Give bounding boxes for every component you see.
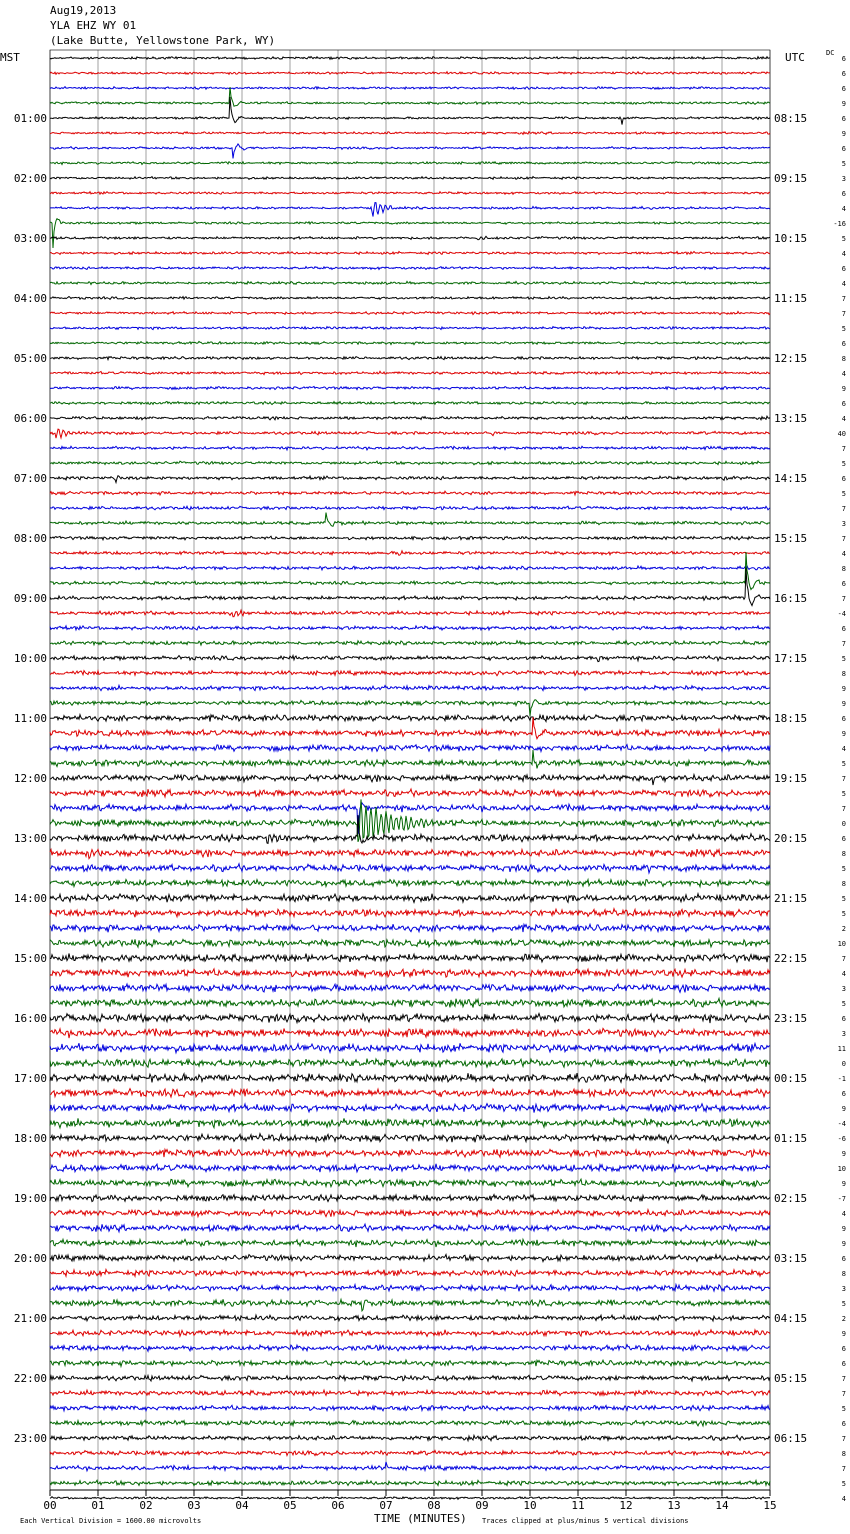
mst-hour-label: 03:00	[13, 232, 47, 245]
dc-value: 5	[841, 1405, 846, 1413]
x-tick-label: 15	[763, 1499, 777, 1512]
dc-value: 9	[841, 1105, 846, 1113]
mst-hour-label: 20:00	[13, 1252, 47, 1265]
seismic-trace	[50, 297, 770, 300]
dc-value: 7	[841, 445, 846, 453]
labels	[14, 55, 846, 1512]
dc-value: 6	[841, 1345, 846, 1353]
dc-value: 9	[841, 100, 846, 108]
plot-station: YLA EHZ WY 01	[50, 19, 137, 32]
dc-value: 8	[841, 565, 846, 573]
seismic-trace	[50, 144, 770, 159]
dc-value: 6	[841, 475, 846, 483]
utc-hour-label: 20:15	[774, 832, 808, 845]
dc-value: 10	[837, 1165, 846, 1173]
seismic-trace	[50, 864, 770, 873]
dc-value: 7	[841, 640, 846, 648]
dc-value: 7	[841, 295, 846, 303]
utc-hour-label: 10:15	[774, 232, 808, 245]
dc-value: 9	[841, 685, 846, 693]
dc-value: 7	[841, 805, 846, 813]
dc-value: 9	[841, 1180, 846, 1188]
seismic-trace	[50, 894, 770, 903]
seismic-trace	[50, 1058, 770, 1067]
dc-value: 4	[841, 280, 846, 288]
seismic-trace	[50, 969, 770, 977]
dc-value: 10	[837, 940, 846, 948]
seismic-trace	[50, 1497, 770, 1500]
seismic-trace	[50, 267, 770, 270]
dc-value: 2	[841, 1315, 846, 1323]
seismic-trace	[50, 402, 770, 405]
seismic-trace	[50, 954, 770, 963]
seismic-trace	[50, 1118, 770, 1128]
seismic-trace	[50, 1014, 770, 1024]
x-tick-label: 08	[427, 1499, 441, 1512]
seismic-trace	[50, 476, 770, 483]
dc-value: -4	[837, 1120, 846, 1128]
dc-value: 4	[841, 205, 846, 213]
utc-hour-label: 19:15	[774, 772, 808, 785]
utc-hour-label: 08:15	[774, 112, 808, 125]
dc-value: 3	[841, 175, 846, 183]
dc-value: 5	[841, 865, 846, 873]
dc-value: 6	[841, 190, 846, 198]
mst-label: MST	[0, 51, 20, 64]
seismic-trace	[50, 1164, 770, 1172]
seismic-trace	[50, 1451, 770, 1456]
seismic-trace	[50, 1480, 770, 1485]
utc-hour-label: 22:15	[774, 952, 808, 965]
seismic-trace	[50, 789, 770, 797]
seismic-trace	[50, 641, 770, 646]
dc-value: 6	[841, 715, 846, 723]
seismic-trace	[50, 506, 770, 510]
dc-value: 6	[841, 265, 846, 273]
seismic-trace	[50, 429, 770, 438]
seismic-trace	[50, 815, 770, 843]
dc-value: 7	[841, 1375, 846, 1383]
seismic-trace	[50, 219, 770, 248]
dc-value: 9	[841, 1225, 846, 1233]
x-tick-label: 00	[43, 1499, 57, 1512]
dc-value: 6	[841, 85, 846, 93]
dc-value: 5	[841, 325, 846, 333]
seismic-trace	[50, 446, 770, 450]
utc-hour-label: 16:15	[774, 592, 808, 605]
dc-value: 7	[841, 1435, 846, 1443]
x-tick-label: 11	[571, 1499, 585, 1512]
mst-hour-label: 10:00	[13, 652, 47, 665]
utc-hour-label: 00:15	[774, 1072, 808, 1085]
mst-hour-label: 15:00	[13, 952, 47, 965]
seismic-trace	[50, 745, 770, 752]
seismic-trace	[50, 1195, 770, 1202]
utc-hour-label: 21:15	[774, 892, 808, 905]
dc-value: 7	[841, 775, 846, 783]
seismic-trace	[50, 551, 770, 556]
dc-value: 8	[841, 880, 846, 888]
utc-hour-label: 01:15	[774, 1132, 808, 1145]
mst-hour-label: 01:00	[13, 112, 47, 125]
dc-value: 6	[841, 145, 846, 153]
seismic-trace	[50, 1224, 770, 1232]
x-axis-title: TIME (MINUTES)	[374, 1512, 467, 1525]
dc-value: 6	[841, 55, 846, 63]
dc-value: 9	[841, 1330, 846, 1338]
seismic-trace	[50, 1345, 770, 1352]
seismic-trace	[50, 1028, 770, 1038]
seismic-trace	[50, 626, 770, 630]
seismic-trace	[50, 1179, 770, 1187]
dc-value: 5	[841, 790, 846, 798]
dc-value: 5	[841, 1300, 846, 1308]
dc-label: DC	[826, 49, 835, 57]
dc-value: -4	[837, 610, 846, 618]
utc-hour-label: 12:15	[774, 352, 808, 365]
dc-value: -1	[837, 1075, 846, 1083]
dc-value: -6	[837, 1135, 846, 1143]
seismic-trace	[50, 203, 770, 217]
x-tick-label: 09	[475, 1499, 489, 1512]
dc-value: 9	[841, 130, 846, 138]
seismic-trace	[50, 97, 770, 125]
seismic-trace	[50, 685, 770, 690]
x-tick-label: 04	[235, 1499, 249, 1512]
dc-value: 6	[841, 400, 846, 408]
seismic-trace	[50, 162, 770, 165]
dc-value: 4	[841, 1210, 846, 1218]
dc-value: 8	[841, 1270, 846, 1278]
seismic-trace	[50, 1462, 770, 1471]
dc-value: 7	[841, 310, 846, 318]
seismic-trace	[50, 1104, 770, 1113]
mst-hour-label: 07:00	[13, 472, 47, 485]
utc-hour-label: 06:15	[774, 1432, 808, 1445]
x-tick-label: 02	[139, 1499, 153, 1512]
seismic-trace	[50, 552, 770, 590]
seismic-trace	[50, 461, 770, 465]
dc-value: 6	[841, 1255, 846, 1263]
seismic-trace	[50, 132, 770, 135]
utc-hour-label: 17:15	[774, 652, 808, 665]
seismic-trace	[50, 1435, 770, 1440]
mst-hour-label: 21:00	[13, 1312, 47, 1325]
mst-hour-label: 16:00	[13, 1012, 47, 1025]
utc-hour-label: 05:15	[774, 1372, 808, 1385]
seismic-trace	[50, 998, 770, 1007]
seismic-trace	[50, 1405, 770, 1411]
x-tick-label: 07	[379, 1499, 393, 1512]
seismic-trace	[50, 568, 770, 605]
mst-hour-label: 12:00	[13, 772, 47, 785]
dc-value: 4	[841, 250, 846, 258]
seismic-trace	[50, 57, 770, 60]
seismic-trace	[50, 281, 770, 284]
dc-value: 7	[841, 505, 846, 513]
dc-value: 0	[841, 1060, 846, 1068]
dc-value: 0	[841, 820, 846, 828]
mst-hour-label: 02:00	[13, 172, 47, 185]
seismic-trace	[50, 1149, 770, 1157]
seismic-trace	[50, 341, 770, 344]
dc-value: 9	[841, 730, 846, 738]
mst-hour-label: 05:00	[13, 352, 47, 365]
dc-value: 4	[841, 745, 846, 753]
dc-value: 3	[841, 520, 846, 528]
seismic-trace	[50, 1089, 770, 1098]
seismic-trace	[50, 177, 770, 180]
seismic-trace	[50, 1270, 770, 1277]
dc-value: 6	[841, 340, 846, 348]
dc-value: 5	[841, 760, 846, 768]
x-tick-label: 03	[187, 1499, 201, 1512]
dc-value: -7	[837, 1195, 846, 1203]
dc-value: 6	[841, 1360, 846, 1368]
dc-value: 5	[841, 235, 846, 243]
utc-hour-label: 18:15	[774, 712, 808, 725]
seismic-trace	[50, 1210, 770, 1217]
dc-value: 5	[841, 1000, 846, 1008]
mst-hour-label: 11:00	[13, 712, 47, 725]
footer-left-note: Each Vertical Division = 1600.00 microvolts	[20, 1517, 202, 1525]
seismic-trace	[50, 775, 770, 785]
dc-value: 8	[841, 1450, 846, 1458]
dc-value: 5	[841, 1480, 846, 1488]
utc-hour-label: 14:15	[774, 472, 808, 485]
dc-value: 6	[841, 1420, 846, 1428]
seismic-trace	[50, 513, 770, 527]
seismic-trace	[50, 1330, 770, 1337]
dc-value: 7	[841, 1390, 846, 1398]
dc-value: 7	[841, 1465, 846, 1473]
seismic-trace	[50, 536, 770, 540]
dc-value: 9	[841, 385, 846, 393]
seismic-trace	[50, 1073, 770, 1082]
seismic-trace	[50, 849, 770, 859]
dc-value: 5	[841, 910, 846, 918]
dc-value: 6	[841, 1015, 846, 1023]
seismic-trace	[50, 1285, 770, 1292]
seismic-trace	[50, 879, 770, 886]
seismic-trace	[50, 491, 770, 495]
utc-label: UTC	[785, 51, 805, 64]
dc-value: 5	[841, 460, 846, 468]
utc-hour-label: 04:15	[774, 1312, 808, 1325]
dc-value: 5	[841, 655, 846, 663]
dc-value: 5	[841, 160, 846, 168]
seismic-trace	[50, 1255, 770, 1262]
seismic-trace	[50, 610, 770, 616]
utc-hour-label: 15:15	[774, 532, 808, 545]
utc-hour-label: 03:15	[774, 1252, 808, 1265]
seismic-trace	[50, 1375, 770, 1381]
seismic-trace	[50, 700, 770, 716]
utc-hour-label: 13:15	[774, 412, 808, 425]
seismic-trace	[50, 717, 770, 739]
seismic-trace	[50, 1134, 770, 1143]
seismic-trace	[50, 939, 770, 947]
seismic-trace	[50, 909, 770, 918]
mst-hour-label: 04:00	[13, 292, 47, 305]
mst-hour-label: 23:00	[13, 1432, 47, 1445]
dc-value: 6	[841, 835, 846, 843]
dc-value: 7	[841, 955, 846, 963]
dc-value: 9	[841, 1240, 846, 1248]
dc-value: 6	[841, 70, 846, 78]
seismic-trace	[50, 924, 770, 932]
seismic-trace	[50, 1043, 770, 1053]
mst-hour-label: 13:00	[13, 832, 47, 845]
seismic-trace	[50, 327, 770, 330]
seismic-trace	[50, 715, 770, 722]
dc-value: 11	[837, 1045, 846, 1053]
seismic-trace	[50, 87, 770, 106]
utc-hour-label: 23:15	[774, 1012, 808, 1025]
mst-hour-label: 17:00	[13, 1072, 47, 1085]
dc-value: 6	[841, 1090, 846, 1098]
dc-value: 3	[841, 1285, 846, 1293]
dc-value: 6	[841, 625, 846, 633]
plot-date: Aug19,2013	[50, 4, 117, 17]
dc-value: 6	[841, 115, 846, 123]
seismic-trace	[50, 192, 770, 195]
utc-hour-label: 09:15	[774, 172, 808, 185]
dc-value: 2	[841, 925, 846, 933]
dc-value: 4	[841, 370, 846, 378]
seismic-trace	[50, 252, 770, 255]
dc-value: 7	[841, 535, 846, 543]
seismic-trace	[50, 236, 770, 239]
seismic-trace	[50, 1360, 770, 1366]
x-tick-label: 10	[523, 1499, 537, 1512]
seismic-trace	[50, 357, 770, 360]
seismic-trace	[50, 750, 770, 768]
x-tick-label: 13	[667, 1499, 681, 1512]
x-tick-label: 06	[331, 1499, 345, 1512]
dc-value: 7	[841, 595, 846, 603]
seismic-trace	[50, 311, 770, 314]
dc-value: 8	[841, 355, 846, 363]
mst-hour-label: 08:00	[13, 532, 47, 545]
seismic-trace	[50, 671, 770, 676]
dc-value: 8	[841, 670, 846, 678]
seismic-trace	[50, 1315, 770, 1321]
dc-value: 8	[841, 850, 846, 858]
seismic-trace	[50, 371, 770, 374]
dc-value: 5	[841, 490, 846, 498]
dc-value: 4	[841, 970, 846, 978]
seismic-trace	[50, 803, 770, 834]
seismic-trace	[50, 1390, 770, 1396]
x-tick-label: 01	[91, 1499, 105, 1512]
dc-value: 9	[841, 1150, 846, 1158]
dc-value: 40	[837, 430, 846, 438]
seismic-trace	[50, 1239, 770, 1247]
dc-value: 3	[841, 985, 846, 993]
seismic-trace	[50, 416, 770, 420]
mst-hour-label: 14:00	[13, 892, 47, 905]
seismic-trace	[50, 1299, 770, 1311]
utc-hour-label: 11:15	[774, 292, 808, 305]
traces	[50, 57, 770, 1500]
dc-value: -16	[833, 220, 846, 228]
seismic-trace	[50, 1420, 770, 1426]
seismic-trace	[50, 984, 770, 992]
dc-value: 4	[841, 1495, 846, 1503]
seismic-trace	[50, 566, 770, 570]
seismic-trace	[50, 656, 770, 662]
dc-value: 4	[841, 415, 846, 423]
dc-value: 4	[841, 550, 846, 558]
mst-hour-label: 18:00	[13, 1132, 47, 1145]
dc-value: 5	[841, 895, 846, 903]
mst-hour-label: 19:00	[13, 1192, 47, 1205]
mst-hour-label: 22:00	[13, 1372, 47, 1385]
seismic-trace	[50, 387, 770, 390]
dc-value: 9	[841, 700, 846, 708]
dc-value: 6	[841, 580, 846, 588]
plot-location: (Lake Butte, Yellowstone Park, WY)	[50, 34, 276, 47]
x-tick-label: 12	[619, 1499, 633, 1512]
seismic-trace	[50, 87, 770, 90]
x-tick-label: 05	[283, 1499, 297, 1512]
mst-hour-label: 09:00	[13, 592, 47, 605]
footer-right-note: Traces clipped at plus/minus 5 vertical divisions	[482, 1517, 689, 1525]
mst-hour-label: 06:00	[13, 412, 47, 425]
utc-hour-label: 02:15	[774, 1192, 808, 1205]
x-tick-label: 14	[715, 1499, 729, 1512]
dc-value: 3	[841, 1030, 846, 1038]
seismic-trace	[50, 72, 770, 75]
